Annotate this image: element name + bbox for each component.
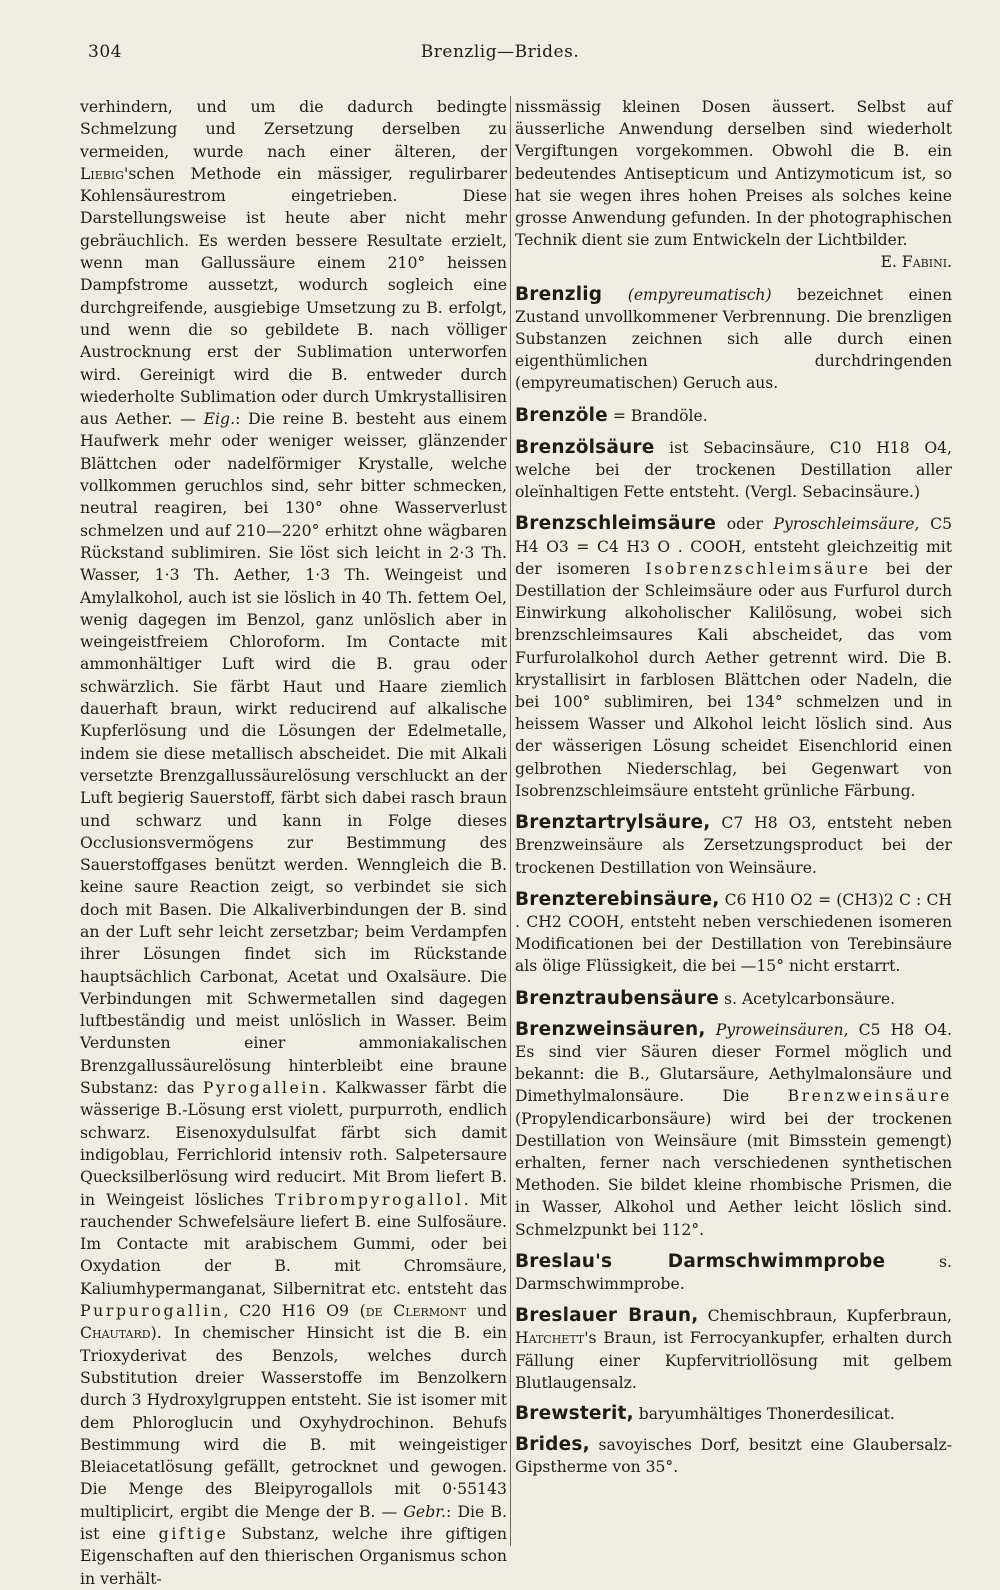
entry-brenzoelsaeure: Brenzölsäure ist Sebacinsäure, C10 H18 O4, welche bei der trockenen Destillation aller oleïnhaltigen Fette entsteht. (Vergl. Sebacinsäure.) xyxy=(515,436,952,502)
entry-breslauer-braun: Breslauer Braun, Chemischbraun, Kupferbraun, Hatchett's Braun, ist Ferrocyankupfer, erhalten durch Fällung einer Kupfervitriollösung mit gelbem Blutlaugensalz. xyxy=(515,1305,953,1392)
left-column-text: verhindern, und um die dadurch bedingte Schmelzung und Zersetzung derselben zu vermeiden, wurde nach einer älteren, der Liebig'schen Methode ein mässiger, regulirbarer Kohlensäurestrom eingetrieben. Diese Darstellungsweise ist heute aber nicht mehr gebräuchlich. Es werden bessere Resultate erzielt, wenn man Gallussäure einem 210° heissen Dampfstrome aussetzt, wodurch sogleich eine durchgreifende, ausgiebige Umsetzung zu B. erfolgt, und wenn die so gebildete B. nach völliger Austrocknung erst der Sublimation unterworfen wird. Gereinigt wird die B. entweder durch wiederholte Sublimation oder durch Umkrystallisiren aus Aether. — Eig.: Die reine B. besteht aus einem Haufwerk mehr oder weniger weisser, glänzender Blättchen oder nadelförmiger Krystalle, welche vollkommen geruchlos sind, sehr bitter schmecken, neutral reagiren, bei 130° ohne Wasserverlust schmelzen und auf 210—220° erhitzt ohne wägbaren Rückstand sublimiren. Sie löst sich leicht in 2·3 Th. Wasser, 1·3 Th. Aether, 1·3 Th. Weingeist und Amylalkohol, auch ist sie löslich in 40 Th. fettem Oel, wenig dagegen im Benzol, ganz unlöslich aber in weingeistfreiem Chloroform. Im Contacte mit ammonhältiger Luft wird die B. grau oder schwärzlich. Sie färbt Haut und Haare ziemlich dauerhaft braun, wirkt reducirend auf alkalische Kupferlösung und die Lösungen der Edelmetalle, indem sie diese metallisch abscheidet. Die mit Alkali versetzte Brenzgallussäurelösung verschluckt an der Luft begierig Sauerstoff, färbt sich dabei rasch braun und schwarz und kann in Folge dieses Occlusionsvermögens zur Bestimmung des Sauerstoffgases benützt werden. Wenngleich die B. keine saure Reaction zeigt, so verbindet sie sich doch mit Basen. Die Alkaliverbindungen der B. sind an der Luft sehr leicht zersetzbar; beim Verdampfen ihrer Lösungen findet sich im Rückstande hauptsächlich Carbonat, Acetat und Oxalsäure. Die Verbindungen mit Schwermetallen sind dagegen luftbeständig und meist unlöslich in Wasser. Beim Verdunsten einer ammoniakalischen Brenzgallussäurelösung hinterbleibt eine braune Substanz: das Pyrogallein. Kalkwasser färbt die wässerige B.-Lösung erst violett, purpurroth, endlich schwarz. Eisenoxydulsulfat färbt sich damit indigoblau, Ferrichlorid intensiv roth. Salpetersaure Quecksilberlösung wird reducirt. Mit Brom liefert B. in Weingeist lösliches Tribrompyrogallol. Mit rauchender Schwefelsäure liefert B. eine Sulfosäure. Im Contacte mit arabischem Gummi, oder bei Oxydation der B. mit Chromsäure, Kaliumhypermanganat, Silbernitrat etc. entsteht das Purpurogallin, C20 H16 O9 (de Clermont und Chautard). In chemischer Hinsicht ist die B. ein Trioxyderivat des Benzols, welches durch Substitution dreier Wasserstoffe im Benzolkern durch 3 Hydroxylgruppen entsteht. Sie ist isomer mit dem Phloroglucin und Oxyhydrochinon. Behufs Bestimmung wird die B. mit weingeistiger Bleiacetatlösung gefällt, getrocknet und gewogen. Die Menge des Bleipyrogallols mit 0·55143 multiplicirt, ergibt die Menge der B. — Gebr.: Die B. ist eine giftige Substanz, welche ihre giftigen Eigenschaften auf den thierischen Organismus schon in verhält- xyxy=(80,97,507,1588)
author-liebig: Liebig xyxy=(80,163,125,183)
entry-breslau-darmschwimmprobe: Breslau's Darmschwimmprobe s. Darmschwimmprobe. xyxy=(515,1250,952,1293)
entry-continuation xyxy=(515,96,952,274)
lemma-breslau-darmschwimmprobe: Breslau's Darmschwimmprobe xyxy=(515,1250,886,1272)
lemma-brewsterit: Brewsterit, xyxy=(515,1402,634,1424)
entry-brenzterebinsaeure: Brenzterebinsäure, C6 H10 O2 = (CH3)2 C : CH . CH2 COOH, entsteht neben verschiedenen isomeren Modificationen bei der Destillation von Terebinsäure als ölige Flüssigkeit, die bei —15° nicht erstarrt. xyxy=(515,888,952,976)
right-column xyxy=(515,96,952,1546)
lemma-brenzschleimsaeure: Brenzschleimsäure xyxy=(515,513,717,535)
running-head: Brenzlig—Brides. xyxy=(420,42,580,62)
page-header xyxy=(0,42,1000,68)
author-signature: E. Fabini. xyxy=(880,253,952,272)
entry-brenzoele: Brenzöle = Brandöle. xyxy=(515,404,708,426)
lemma-brenzoelsaeure: Brenzölsäure xyxy=(515,436,655,458)
entry-brenzschleimsaeure: Brenzschleimsäure oder Pyroschleimsäure, C5 H4 O3 = C4 H3 O . COOH, entsteht gleichzeitig mit der isomeren Isobrenzschleimsäure bei der Destillation der Schleimsäure oder aus Furfurol durch Einwirkung alkoholischer Kalilösung, wobei sich brenzschleimsaures Kali abscheidet, das vom Furfurolalkohol durch Aether getrennt wird. Die B. krystallisirt in farblosen Blättchen oder Nadeln, die bei 100° sublimiren, bei 134° schmelzen und in heissem Wasser und Alkohol leicht löslich sind. Aus der wässerigen Lösung scheidet Eisenchlorid einen gelbrothen Niederschlag, bei Gegenwart von Isobrenzschleimsäure entsteht grünliche Färbung. xyxy=(515,513,953,800)
entry-brenztraubensaeure: Brenztraubensäure s. Acetylcarbonsäure. xyxy=(515,987,896,1009)
term-giftige: giftige xyxy=(158,1524,229,1543)
gebr-label: Gebr. xyxy=(403,1501,447,1521)
lemma-brenzoele: Brenzöle xyxy=(515,404,608,426)
lemma-brenzterebinsaeure: Brenzterebinsäure, xyxy=(515,888,720,910)
term-purpurogallin: Purpurogallin xyxy=(80,1301,224,1321)
author-chautard: Chautard xyxy=(80,1323,151,1343)
left-column xyxy=(80,96,507,1588)
eig-label: Eig. xyxy=(203,409,236,429)
lemma-brenzweinsaeuren: Brenzweinsäuren, xyxy=(515,1018,706,1040)
page-number: 304 xyxy=(88,42,122,62)
lemma-breslauer-braun: Breslauer Braun, xyxy=(515,1305,699,1327)
author-de-clermont: de Clermont xyxy=(365,1301,467,1321)
lemma-brenztartrylsaeure: Brenztartrylsäure, xyxy=(515,812,711,834)
lemma-brides: Brides, xyxy=(515,1434,590,1456)
continuation-text: nissmässig kleinen Dosen äussert. Selbst auf äusserliche Anwendung derselben sind wiederholt Vergiftungen vorgekommen. Obwohl die B. ein bedeutendes Antisepticum und Antizymoticum ist, so hat sie wegen ihres hohen Preises als solches keine grosse Anwendung gefunden. In der photographischen Technik dient sie zum Entwickeln der Lichtbilder. xyxy=(515,98,952,250)
lemma-brenzlig: Brenzlig xyxy=(515,283,603,305)
entry-brewsterit: Brewsterit, baryumhältiges Thonerdesilicat. xyxy=(515,1402,895,1424)
entry-brides: Brides, savoyisches Dorf, besitzt eine Glaubersalz-Gipstherme von 35°. xyxy=(515,1434,952,1477)
term-pyrogallein: Pyrogallein xyxy=(202,1078,322,1098)
term-tribrompyrogallol: Tribrompyrogallol xyxy=(274,1189,464,1209)
column-divider xyxy=(510,96,511,1546)
entry-brenzweinsaeuren: Brenzweinsäuren, Pyroweinsäuren, C5 H8 O4. Es sind vier Säuren dieser Formel möglich und bekannt: die B., Glutarsäure, Aethylmalonsäure und Dimethylmalonsäure. Die Brenzweinsäure (Propylendicarbonsäure) wird bei der trockenen Destillation von Weinsäure (mit Bimsstein gemengt) erhalten, ferner nach verschiedenen synthetischen Methoden. Sie bildet kleine rhombische Prismen, die in Wasser, Alkohol und Aether leicht löslich sind. Schmelzpunkt bei 112°. xyxy=(515,1018,952,1239)
lemma-brenztraubensaeure: Brenztraubensäure xyxy=(515,987,720,1009)
entry-brenzlig: Brenzlig (empyreumatisch) bezeichnet einen Zustand unvollkommener Verbrennung. Die brenzligen Substanzen zeichnen sich alle durch einen eigenthümlichen durchdringenden (empyreumatischen) Geruch aus. xyxy=(515,283,952,393)
entry-brenztartrylsaeure: Brenztartrylsäure, C7 H8 O3, entsteht neben Brenzweinsäure als Zersetzungsproduct bei der trockenen Destillation von Weinsäure. xyxy=(515,812,952,877)
